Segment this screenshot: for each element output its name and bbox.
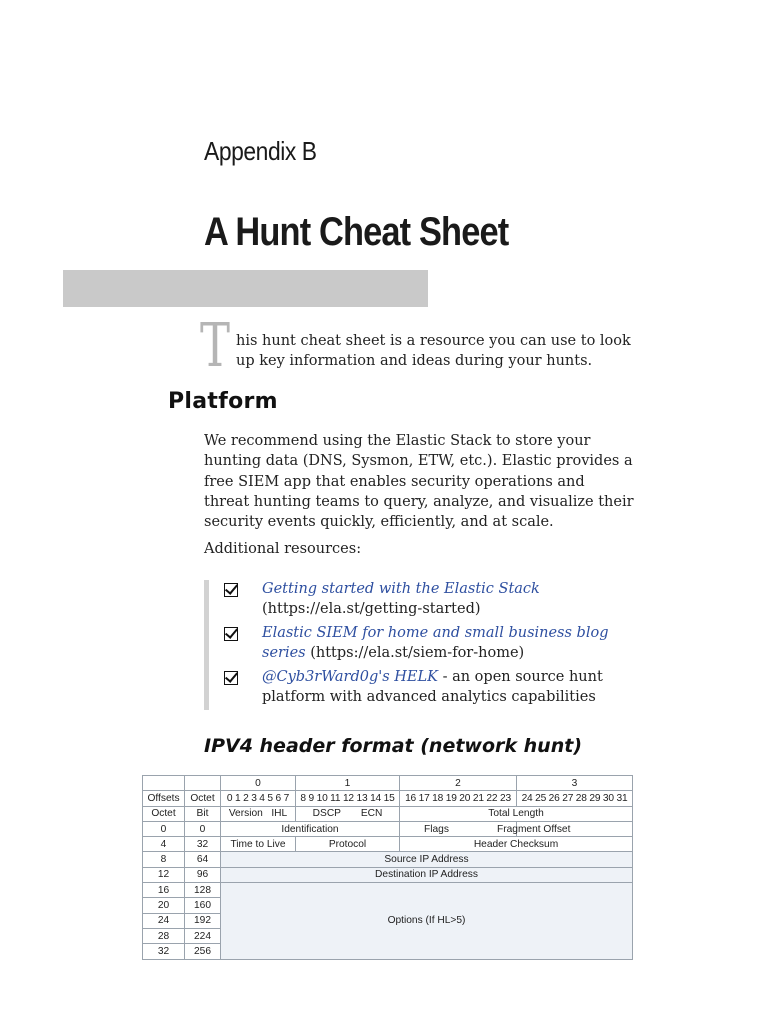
field-dscp: DSCP (312, 808, 341, 820)
resource-link-helk[interactable]: @Cyb3rWard0g's HELK (262, 669, 438, 685)
field-version-ihl (221, 806, 296, 821)
list-item (224, 624, 624, 663)
row-bit: 96 (185, 867, 221, 882)
decorative-gray-bar (63, 270, 428, 307)
section-heading-platform: Platform (168, 389, 278, 414)
bit-range-2: 16 17 18 19 20 21 22 23 (400, 791, 517, 806)
resource-text: (https://ela.st/siem-for-home) (305, 644, 525, 661)
field-version: Version (228, 808, 263, 820)
row-offset: 32 (143, 944, 185, 959)
row-offset: 20 (143, 898, 185, 913)
resource-text: - an open source hunt platform with advanced analytics capabilities (262, 669, 603, 705)
table-row (143, 867, 633, 882)
resources-sidebar-rule (204, 580, 209, 710)
ipv4-table-heading: IPV4 header format (network hunt) (204, 735, 582, 757)
row-label-octet: Octet (143, 806, 185, 821)
row-bit: 160 (185, 898, 221, 913)
field-dscp-ecn (296, 806, 400, 821)
octet-header-3: 3 (517, 776, 633, 791)
field-ecn: ECN (360, 808, 383, 820)
table-cell-empty (143, 776, 185, 791)
table-cell-empty (185, 776, 221, 791)
drop-cap-letter: T (200, 311, 231, 381)
table-row (143, 776, 633, 791)
list-item (224, 580, 624, 619)
bit-range-0: 0 1 2 3 4 5 6 7 (221, 791, 296, 806)
bit-range-3: 24 25 26 27 28 29 30 31 (517, 791, 633, 806)
field-ttl: Time to Live (221, 837, 296, 852)
bit-range-1: 8 9 10 11 12 13 14 15 (296, 791, 400, 806)
table-row (143, 791, 633, 806)
field-source-ip: Source IP Address (221, 852, 633, 867)
row-bit: 192 (185, 913, 221, 928)
table-row (143, 883, 633, 898)
row-offset: 12 (143, 867, 185, 882)
row-bit: 64 (185, 852, 221, 867)
octet-header-2: 2 (400, 776, 517, 791)
octet-header-1: 1 (296, 776, 400, 791)
field-identification: Identification (221, 821, 400, 836)
field-fragment-offset: Fragment Offset (497, 821, 613, 836)
checkbox-checked-icon (224, 583, 238, 597)
resources-label: Additional resources: (204, 541, 362, 557)
field-options: Options (If HL>5) (221, 883, 633, 959)
platform-paragraph: We recommend using the Elastic Stack to store your hunting data (DNS, Sysmon, ETW, etc.). Elastic provides a free SIEM app that enables security operations and threat hunting teams to query, analyze, and visualize their security events quickly, efficiently, and at scale. (204, 433, 634, 531)
appendix-label: Appendix B (204, 136, 317, 166)
row-bit: 128 (185, 883, 221, 898)
field-ihl: IHL (271, 808, 288, 820)
row-offset: 28 (143, 928, 185, 943)
row-bit: 224 (185, 928, 221, 943)
row-bit: 32 (185, 837, 221, 852)
field-header-checksum: Header Checksum (400, 837, 633, 852)
table-row (143, 821, 633, 836)
offsets-label: Offsets (143, 791, 185, 806)
field-protocol: Protocol (296, 837, 400, 852)
table-row (143, 806, 633, 821)
row-bit: 0 (185, 821, 221, 836)
checkbox-checked-icon (224, 671, 238, 685)
table-row (143, 852, 633, 867)
row-offset: 4 (143, 837, 185, 852)
field-flags: Flags (400, 821, 517, 836)
resource-link-siem-blog[interactable]: Elastic SIEM for home and small business blog series (262, 625, 609, 661)
resources-list (224, 580, 624, 712)
row-bit: 256 (185, 944, 221, 959)
field-destination-ip: Destination IP Address (221, 867, 633, 882)
row-label-bit: Bit (185, 806, 221, 821)
row-offset: 24 (143, 913, 185, 928)
octet-header-0: 0 (221, 776, 296, 791)
checkbox-checked-icon (224, 627, 238, 641)
resource-link-getting-started[interactable]: Getting started with the Elastic Stack (262, 581, 540, 597)
resource-text: (https://ela.st/getting-started) (262, 600, 481, 617)
row-offset: 8 (143, 852, 185, 867)
row-offset: 0 (143, 821, 185, 836)
field-total-length: Total Length (400, 806, 633, 821)
ipv4-header-table (142, 775, 633, 960)
intro-paragraph: his hunt cheat sheet is a resource you can use to look up key information and ideas during your hunts. (236, 333, 631, 369)
octet-label: Octet (185, 791, 221, 806)
chapter-title: A Hunt Cheat Sheet (204, 210, 509, 254)
table-row (143, 837, 633, 852)
list-item (224, 668, 624, 707)
row-offset: 16 (143, 883, 185, 898)
